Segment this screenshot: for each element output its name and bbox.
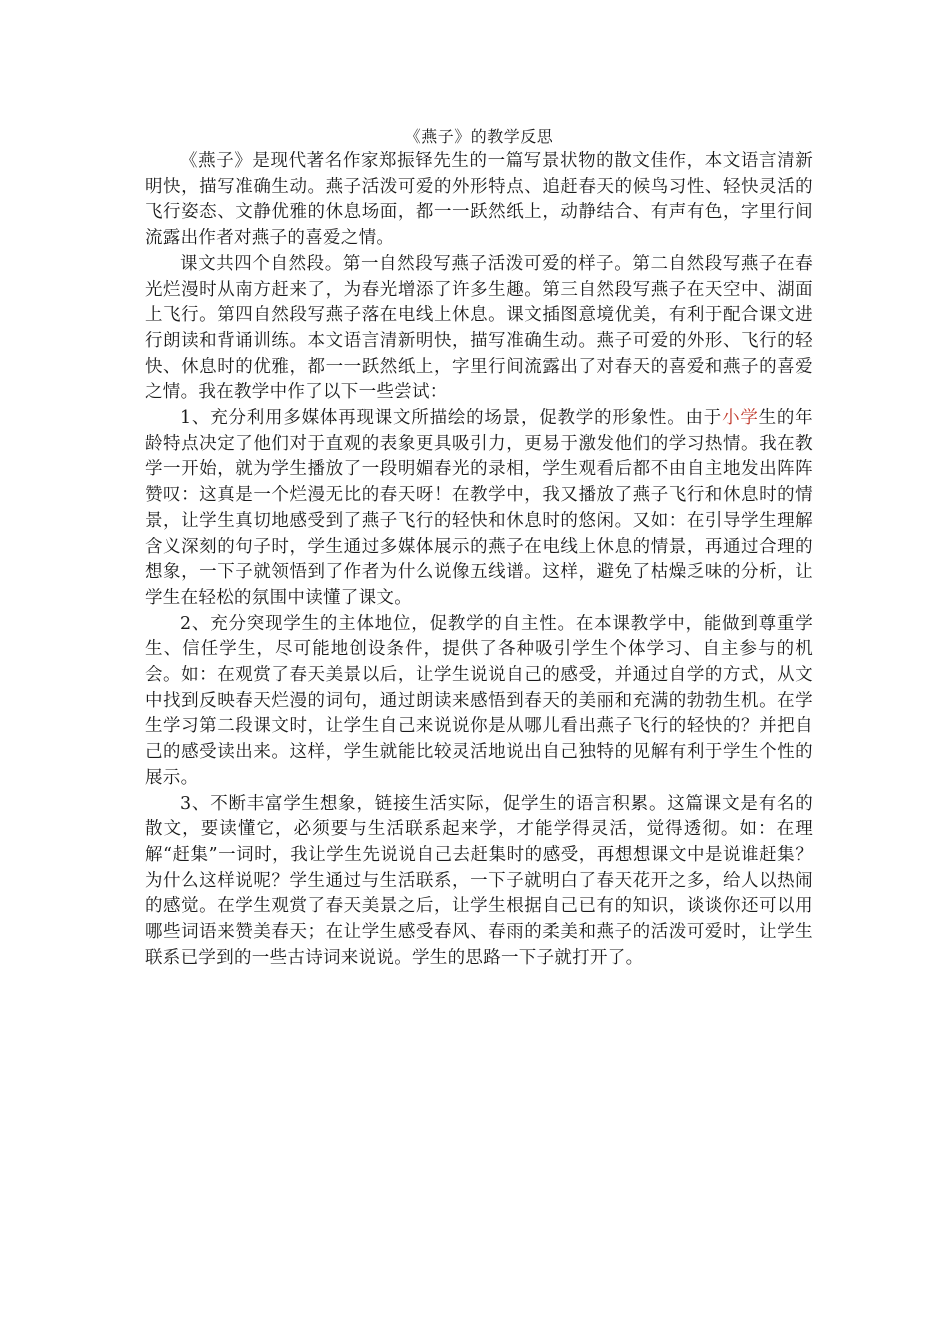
paragraph-structure: 课文共四个自然段。第一自然段写燕子活泼可爱的样子。第二自然段写燕子在春光烂漫时从南方赶来了，为春光增添了许多生趣。第三自然段写燕子在天空中、湖面上飞行。第四自然段写燕子落在电线上休息。课文插图意境优美，有利于配合课文进行朗读和背诵训练。本文语言清新明快，描写准确生动。燕子可爱的外形、飞行的轻快、休息时的优雅，都一一跃然纸上，字里行间流露出了对春天的喜爱和燕子的喜爱之情。我在教学中作了以下一些尝试： [145, 253, 813, 403]
document-title: 《燕子》的教学反思 [404, 127, 554, 146]
document-body [145, 126, 813, 972]
paragraph-point-1-rest: 生的年龄特点决定了他们对于直观的表象更具吸引力，更易于激发他们的学习热情。我在教学一开始，就为学生播放了一段明媚春光的录相，学生观看后都不由自主地发出阵阵赞叹：这真是一个烂漫无比的春天呀！在教学中，我又播放了燕子飞行和休息时的情景，让学生真切地感受到了燕子飞行的轻快和休息时的悠闲。又如：在引导学生理解含义深刻的句子时，学生通过多媒体展示的燕子在电线上休息的情景，再通过合理的想象，一下子就领悟到了作者为什么说像五线谱。这样，避免了枯燥乏味的分析，让学生在轻松的氛围中读懂了课文。 [145, 408, 813, 608]
highlighted-word: 小学 [722, 408, 759, 429]
paragraph-intro: 《燕子》是现代著名作家郑振铎先生的一篇写景状物的散文佳作，本文语言清新明快，描写准确生动。燕子活泼可爱的外形特点、追赶春天的候鸟习性、轻快灵活的飞行姿态、文静优雅的休息场面，都一一跃然纸上，动静结合、有声有色，字里行间流露出作者对燕子的喜爱之情。 [145, 151, 813, 249]
paragraph-point-1 [145, 406, 813, 612]
paragraph-point-3: 3、不断丰富学生想象，链接生活实际，促学生的语言积累。这篇课文是有名的散文，要读懂它，必须要与生活联系起来学，才能学得灵活，觉得透彻。如：在理解“赶集”一词时，我让学生先说说自己去赶集时的感受，再想想课文中是说谁赶集？为什么这样说呢？学生通过与生活联系，一下子就明白了春天花开之多，给人以热闹的感觉。在学生观赏了春天美景之后，让学生根据自己已有的知识，谈谈你还可以用哪些词语来赞美春天；在让学生感受春风、春雨的柔美和燕子的活泼可爱时，让学生联系已学到的一些古诗词来说说。学生的思路一下子就打开了。 [145, 793, 813, 968]
paragraph-point-2: 2、充分突现学生的主体地位，促教学的自主性。在本课教学中，能做到尊重学生、信任学生，尽可能地创设条件，提供了各种吸引学生个体学习、自主参与的机会。如：在观赏了春天美景以后，让学生说说自己的感受，并通过自学的方式，从文中找到反映春天烂漫的词句，通过朗读来感悟到春天的美丽和充满的勃勃生机。在学生学习第二段课文时，让学生自己来说说你是从哪儿看出燕子飞行的轻快的？并把自己的感受读出来。这样，学生就能比较灵活地说出自己独特的见解有利于学生个性的展示。 [145, 613, 813, 788]
paragraph-point-1-start: 1、充分利用多媒体再现课文所描绘的场景，促教学的形象性。由于 [180, 408, 723, 429]
